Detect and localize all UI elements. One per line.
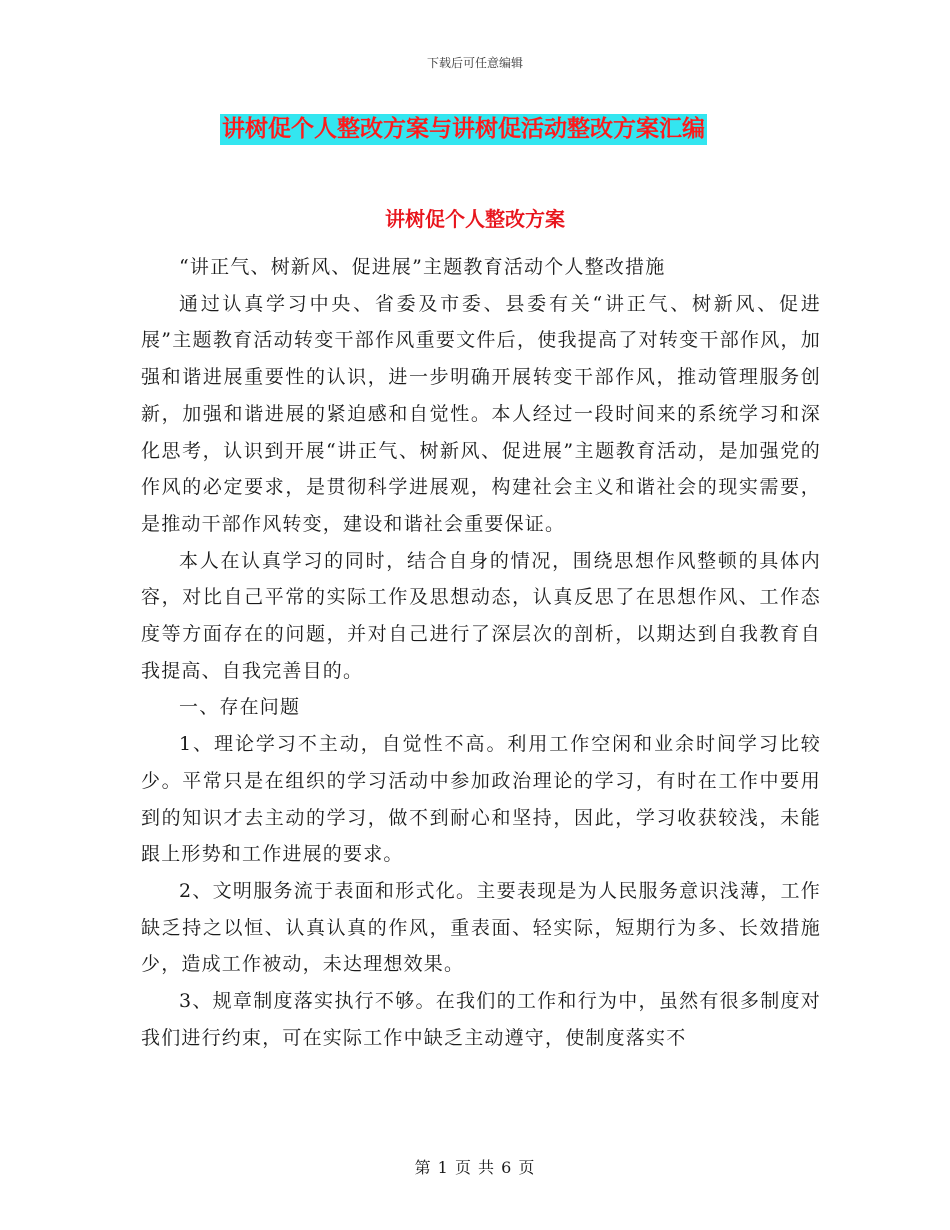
paragraph: 3、规章制度落实执行不够。在我们的工作和行为中，虽然有很多制度对我们进行约束，可在实际工作中缺乏主动遵守，使制度落实不 [141,990,821,1049]
document-title: 讲树促个人整改方案与讲树促活动整改方案汇编 [220,114,707,145]
paragraph-subtitle: “讲正气、树新风、促进展”主题教育活动个人整改措施 [179,256,666,278]
paragraph: 1、理论学习不主动，自觉性不高。利用工作空闲和业余时间学习比较少。平常只是在组织的学习活动中参加政治理论的学习，有时在工作中要用到的知识才去主动的学习，做不到耐心和坚持，因此，学习收获较浅，未能跟上形势和工作进展的要求。 [141,733,821,866]
section-title: 讲树促个人整改方案 [385,207,565,231]
header-note: 下载后可任意编辑 [426,56,523,70]
page-footer: 第 1 页 共 6 页 [414,1158,536,1177]
paragraph: 本人在认真学习的同时，结合自身的情况，围绕思想作风整顿的具体内容，对比自己平常的实际工作及思想动态，认真反思了在思想作风、工作态度等方面存在的问题，并对自己进行了深层次的剖析，以期达到自我教育自我提高、自我完善目的。 [141,549,821,682]
paragraph: 2、文明服务流于表面和形式化。主要表现是为人民服务意识浅薄，工作缺乏持之以恒、认真认真的作风，重表面、轻实际，短期行为多、长效措施少，造成工作被动，未达理想效果。 [141,879,821,976]
document-body [141,249,821,1056]
heading-existing-problems: 一、存在问题 [179,696,301,719]
paragraph: 通过认真学习中央、省委及市委、县委有关“讲正气、树新风、促进展”主题教育活动转变干部作风重要文件后，使我提高了对转变干部作风，加强和谐进展重要性的认识，进一步明确开展转变干部作风，推动管理服务创新，加强和谐进展的紧迫感和自觉性。本人经过一段时间来的系统学习和深化思考，认识到开展“讲正气、树新风、促进展”主题教育活动，是加强党的作风的必定要求，是贯彻科学进展观，构建社会主义和谐社会的现实需要，是推动干部作风转变，建设和谐社会重要保证。 [141,292,821,535]
